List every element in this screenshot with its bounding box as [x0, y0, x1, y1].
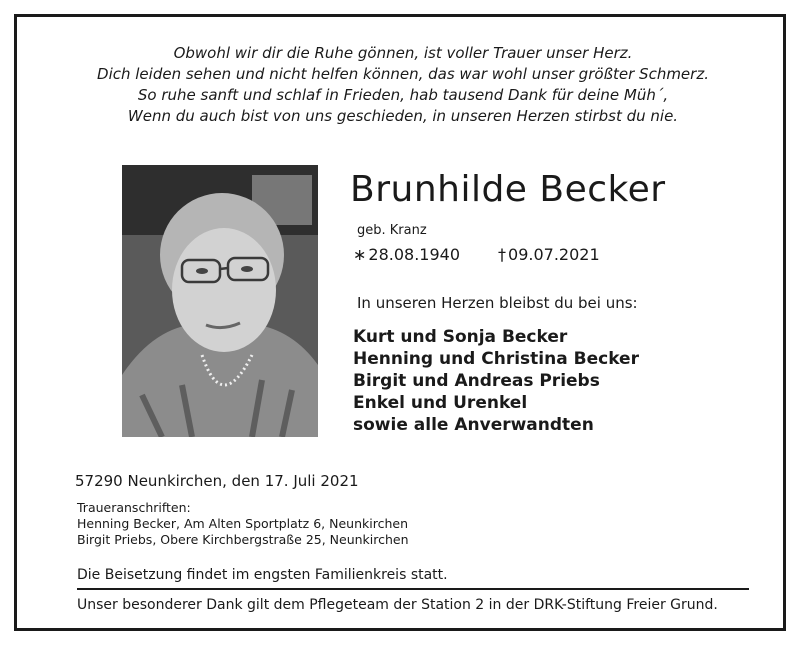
obituary-frame: [14, 14, 786, 631]
life-dates: [353, 245, 600, 264]
portrait-photo: [122, 165, 318, 437]
address-line: Birgit Priebs, Obere Kirchbergstraße 25, Neunkirchen: [77, 532, 409, 547]
mourner-entry: sowie alle Anverwandten: [353, 415, 594, 435]
birth-star-icon: ∗: [353, 245, 367, 264]
birth-name: geb. Kranz: [357, 223, 427, 238]
date: den 17. Juli 2021: [226, 472, 359, 490]
portrait-illustration: [122, 165, 318, 437]
place-and-date: [75, 472, 359, 490]
divider: [77, 588, 749, 590]
mourning-addresses: [77, 500, 409, 548]
poem-line: Dich leiden sehen und nicht helfen können, das war wohl unser größter Schmerz.: [97, 65, 709, 83]
poem-line: Obwohl wir dir die Ruhe gönnen, ist voller Trauer unser Herz.: [173, 44, 633, 62]
death-cross-icon: †: [498, 245, 507, 264]
death-date: 09.07.2021: [508, 245, 600, 264]
mourners-list: [353, 326, 639, 436]
place: 57290 Neunkirchen,: [75, 472, 227, 490]
poem: [17, 43, 789, 127]
poem-line: So ruhe sanft und schlaf in Frieden, hab tausend Dank für deine Müh´,: [137, 86, 669, 104]
burial-note: Die Beisetzung findet im engsten Familienkreis statt.: [77, 567, 448, 583]
addresses-heading: Traueranschriften:: [77, 500, 191, 515]
deceased-name: Brunhilde Becker: [350, 169, 666, 210]
mourner-entry: Enkel und Urenkel: [353, 393, 528, 413]
mourner-entry: Birgit und Andreas Priebs: [353, 371, 600, 391]
mourners-intro: In unseren Herzen bleibst du bei uns:: [357, 294, 638, 312]
poem-line: Wenn du auch bist von uns geschieden, in unseren Herzen stirbst du nie.: [127, 107, 679, 125]
mourner-entry: Kurt und Sonja Becker: [353, 327, 568, 347]
address-line: Henning Becker, Am Alten Sportplatz 6, Neunkirchen: [77, 516, 408, 531]
thanks-note: Unser besonderer Dank gilt dem Pflegeteam der Station 2 in der DRK-Stiftung Freier Grund.: [77, 597, 718, 613]
birth-date: 28.08.1940: [368, 245, 461, 264]
mourner-entry: Henning und Christina Becker: [353, 349, 639, 369]
